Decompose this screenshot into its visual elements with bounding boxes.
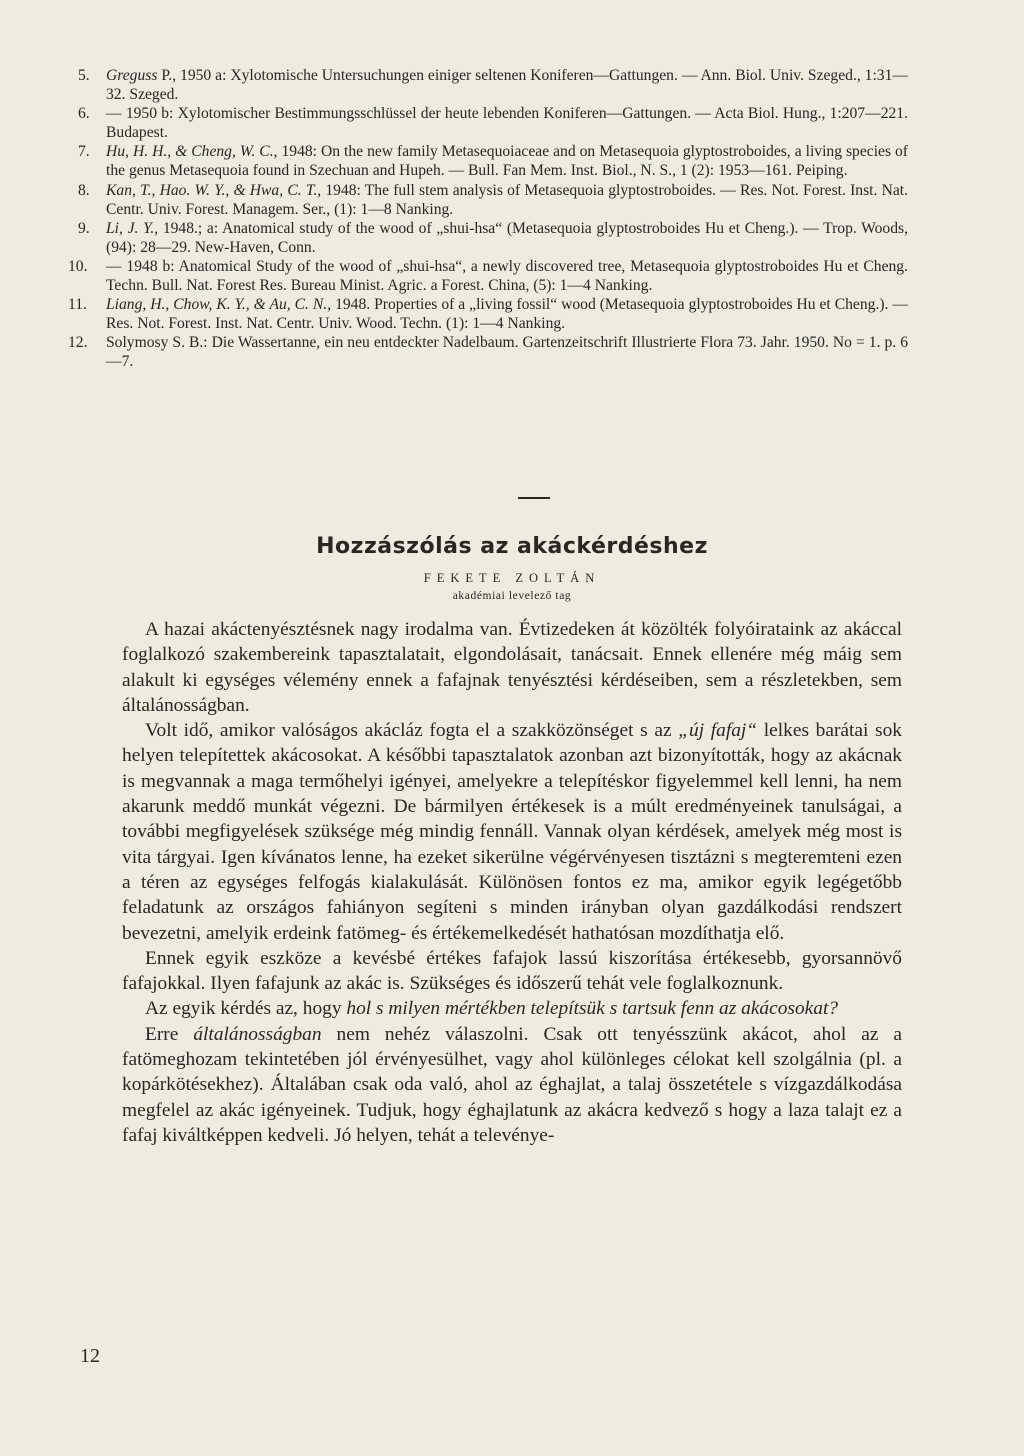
reference-number: 9. — [78, 219, 90, 237]
paragraph-text: lelkes barátai sok helyen telepítettek akácosokat. A későbbi tapasztalatok azonban azt bizonyították, hogy az akácnak is megvannak a maga termőhelyi igényei, amelyekre a telepítéskor figyelemmel kell lenni, ha nem akarunk meddő munkát végezni. De bármilyen értékesek is a múlt eredményeinek tanulságai, a további megfigyelések szüksége még mindig fennáll. Vannak olyan kérdések, amelyek még most is vita tárgyai. Igen kívánatos lenne, ha ezeket sikerülne végérvényesen tisztázni s megteremteni ezen a téren az egységes felfogás kialakulását. Különösen fontos ez ma, amikor egyik legégetőbb feladatunk az országos fahiányon segíteni s minden irányban olyan gazdálkodási rendszert bevezetni, amelyik erdeink fatömeg- és értékemelkedését hathatósan mozdíthatja elő. — [122, 720, 902, 944]
reference-item — [78, 104, 908, 142]
article-paragraph — [122, 617, 902, 718]
reference-item — [78, 66, 908, 104]
reference-list — [68, 66, 908, 372]
page-number: 12 — [80, 1345, 100, 1367]
author-affiliation: akadémiai levelező tag — [452, 590, 572, 602]
article-paragraph — [122, 946, 902, 997]
reference-item — [78, 181, 908, 219]
paragraph-text: nem nehéz válaszolni. Csak ott tenyésszünk akácot, ahol az a fatömeghozam tekintetében jól érvényesülhet, vagy ahol különleges célokat kell szolgálnia (pl. a kopárkötésekhez). Általában csak oda való, ahol az éghajlat, a talaj összetétele s vízgazdálkodása megfelel az akác igényeinek. Tudjuk, hogy éghajlatunk az akácra kedvező s hogy a laza talajt ez a fafaj kiváltképpen kedveli. Jó helyen, tehát a televénye- — [122, 1023, 902, 1146]
reference-text: Solymosy S. B.: Die Wassertanne, ein neu entdeckter Nadelbaum. Gartenzeitschrift Illustrierte Flora 73. Jahr. 1950. No = 1. p. 6—7. — [106, 334, 908, 371]
reference-item — [68, 295, 908, 333]
reference-text: , 1948.; a: Anatomical study of the wood of „shui-hsa“ (Metasequoia glyptostroboides Hu et Cheng.). — Trop. Woods, (94): 28—29. New-Haven, Conn. — [106, 219, 908, 256]
reference-author: Liang, H., Chow, K. Y., & Au, C. N. — [106, 296, 328, 314]
reference-author: Kan, T., Hao. W. Y., & Hwa, C. T. — [106, 181, 318, 199]
reference-author: Greguss — [106, 67, 158, 84]
article-title: Hozzászólás az akáckérdéshez — [316, 534, 708, 559]
article-paragraph — [122, 996, 902, 1021]
reference-item — [78, 142, 908, 180]
reference-author: Li, J. Y. — [106, 219, 155, 237]
emphasis-text: hol s milyen mértékben telepítsük s tartsuk fenn az akácosokat? — [346, 998, 839, 1020]
emphasis-text: általánosságban — [193, 1023, 322, 1045]
reference-author: Hu, H. H., & Cheng, W. C. — [106, 143, 274, 161]
paragraph-text: Erre — [145, 1023, 194, 1045]
article-paragraph — [122, 1022, 902, 1148]
paragraph-text: A hazai akáctenyésztésnek nagy irodalma van. Évtizedeken át közölték folyóirataink az akáccal foglalkozó szakembereink tapasztalatait, elgondolásait, tanácsait. Ennek ellenére még máig sem alakult ki egységes vélemény ennek a fafajnak tenyésztési kérdéseiben, sem a részletekben, sem általánosságban. — [122, 619, 902, 716]
emphasis-text: „új fafaj“ — [678, 720, 758, 742]
reference-text: — 1950 b: Xylotomischer Bestimmungsschlüssel der heute lebenden Koniferen—Gattungen. — Acta Biol. Hung., 1:207—221. Budapest. — [106, 105, 908, 142]
paragraph-text: Ennek egyik eszköze a kevésbé értékes fafajok lassú kiszorítása értékesebb, gyorsannövő fafajokkal. Ilyen fafajunk az akác is. Szükséges és időszerű tehát vele foglalkoznunk. — [122, 947, 902, 995]
reference-number: 12. — [68, 334, 88, 352]
reference-text: , 1948. Properties of a „living fossil“ wood (Metasequoia glyptostroboides Hu et Cheng.). — Res. Not. Forest. Inst. Nat. Centr. Univ. Wood. Techn. (1): 1—4 Nanking. — [106, 296, 908, 333]
reference-number: 5. — [78, 67, 90, 84]
section-divider — [518, 497, 550, 499]
reference-text: , 1948: The full stem analysis of Metasequoia glyptostroboides. — Res. Not. Forest. Inst. Nat. Centr. Univ. Forest. Managem. Ser., (1): 1—8 Nanking. — [106, 181, 908, 218]
reference-number: 10. — [68, 257, 88, 275]
article-author: FEKETE ZOLTÁN — [423, 571, 601, 585]
reference-item — [68, 257, 908, 295]
reference-text: — 1948 b: Anatomical Study of the wood of „shui-hsa“, a newly discovered tree, Metasequoia glyptostroboides Hu et Cheng. Techn. Bull. Nat. Forest Res. Bureau Minist. Agric. a Forest. China, (5): 1—4 Nanking. — [106, 257, 908, 295]
reference-number: 11. — [68, 296, 87, 314]
reference-number: 8. — [78, 181, 90, 199]
reference-text: , 1948: On the new family Metasequoiaceae and on Metasequoia glyptostroboides, a living species of the genus Metasequoia found in Szechuan and Hupeh. — Bull. Fan Mem. Inst. Biol., N. S., 1 (2): 1953—161. Peiping. — [106, 143, 908, 180]
paragraph-text: Az egyik kérdés az, hogy — [145, 998, 347, 1020]
reference-item — [78, 219, 908, 257]
reference-text: P., 1950 a: Xylotomische Untersuchungen einiger seltenen Koniferen—Gattungen. — Ann. Biol. Univ. Szeged., 1:31—32. Szeged. — [106, 67, 908, 104]
article-paragraph — [122, 718, 902, 946]
paragraph-text: Volt idő, amikor valóságos akácláz fogta el a szakközönséget s az — [145, 720, 679, 742]
reference-number: 7. — [78, 143, 90, 161]
article-body — [122, 617, 902, 1148]
reference-item — [68, 333, 908, 371]
reference-number: 6. — [78, 105, 90, 123]
